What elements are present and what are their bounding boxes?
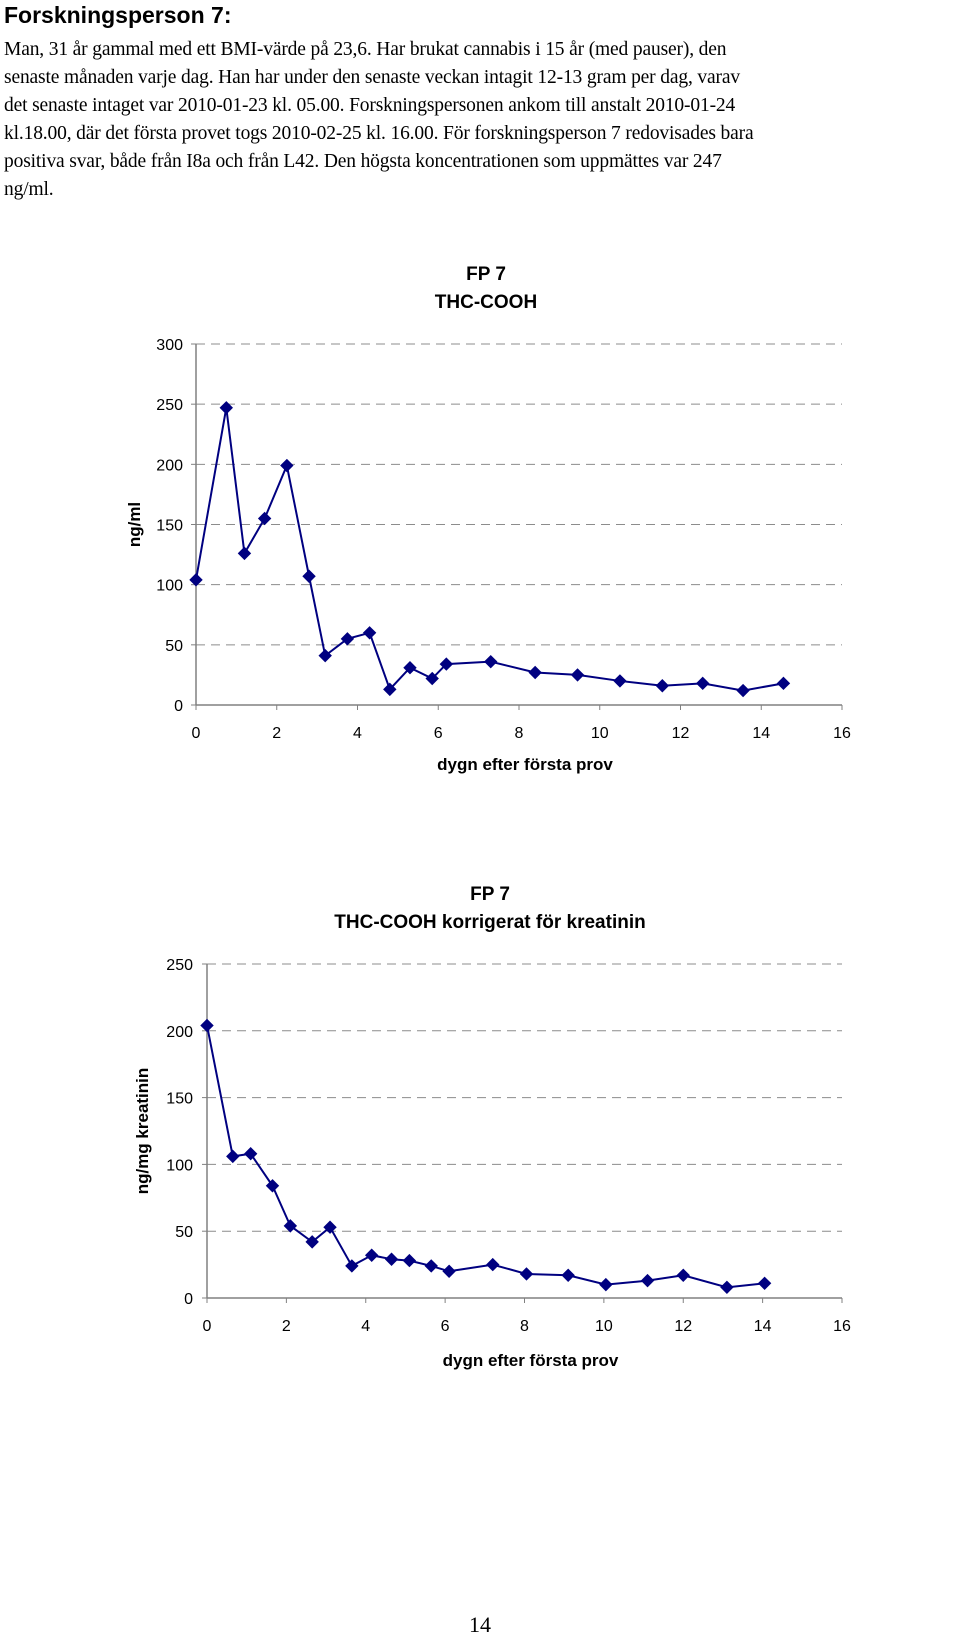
y-tick-label: 100 <box>166 1157 193 1175</box>
x-tick-label: 16 <box>833 725 851 742</box>
data-point <box>346 1260 358 1272</box>
x-tick-label: 16 <box>833 1318 851 1335</box>
y-axis-label: ng/ml <box>125 501 144 548</box>
section-heading: Forskningsperson 7: <box>4 2 232 28</box>
y-tick-label: 0 <box>184 1291 193 1308</box>
x-axis-label: dygn efter första prov <box>442 1351 619 1370</box>
paragraph-line: kl.18.00, där det första provet togs 2010-02-25 kl. 16.00. För forskningsperson 7 redovisades bara <box>4 123 754 144</box>
y-tick-label: 200 <box>156 457 183 475</box>
data-point <box>386 1253 398 1265</box>
y-tick-label: 0 <box>174 698 183 715</box>
data-point <box>366 1249 378 1261</box>
x-tick-label: 2 <box>281 1318 291 1335</box>
data-point <box>245 1148 257 1160</box>
data-point <box>227 1150 239 1162</box>
data-point <box>190 574 202 586</box>
data-point <box>572 669 584 681</box>
y-tick-label: 100 <box>156 577 183 595</box>
y-tick-label: 250 <box>166 957 193 974</box>
data-point <box>403 1255 415 1267</box>
data-point <box>677 1269 689 1281</box>
data-point <box>697 677 709 689</box>
page-number: 14 <box>469 1612 491 1637</box>
data-point <box>737 685 749 697</box>
y-tick-label: 150 <box>156 517 183 535</box>
series-line <box>196 408 783 691</box>
data-point <box>281 460 293 472</box>
y-tick-label: 300 <box>156 337 183 354</box>
chart-title: THC-COOH <box>434 292 538 313</box>
x-tick-label: 4 <box>361 1318 371 1335</box>
x-tick-label: 10 <box>594 1318 613 1335</box>
paragraph-line: senaste månaden varje dag. Han har under den senaste veckan intagit 12-13 gram per dag, varav <box>4 67 740 88</box>
x-tick-label: 12 <box>674 1318 693 1335</box>
data-point <box>721 1281 733 1293</box>
y-tick-label: 250 <box>156 397 183 415</box>
x-tick-label: 14 <box>752 725 771 742</box>
subject-description <box>4 36 954 204</box>
data-point <box>520 1268 532 1280</box>
x-tick-label: 12 <box>671 725 690 742</box>
data-point <box>266 1180 278 1192</box>
x-tick-label: 4 <box>353 725 362 742</box>
y-axis-label: ng/mg kreatinin <box>133 1067 152 1195</box>
data-point <box>529 667 541 679</box>
data-point <box>443 1265 455 1277</box>
x-tick-label: 6 <box>440 1318 450 1335</box>
x-tick-label: 10 <box>590 725 609 742</box>
data-point <box>303 570 315 582</box>
chart-title: FP 7 <box>470 884 510 905</box>
paragraph-line: ng/ml. <box>4 179 54 200</box>
paragraph-line: det senaste intaget var 2010-01-23 kl. 05.00. Forskningspersonen ankom till anstalt 2010-01-24 <box>4 95 736 116</box>
chart-title: THC-COOH korrigerat för kreatinin <box>334 912 646 933</box>
data-point <box>364 627 376 639</box>
data-point <box>485 656 497 668</box>
chart-title: FP 7 <box>466 264 506 285</box>
x-tick-label: 0 <box>202 1318 212 1335</box>
data-point <box>487 1259 499 1271</box>
thc-cooh-chart <box>0 240 960 800</box>
x-tick-label: 2 <box>272 725 282 742</box>
x-tick-label: 8 <box>514 725 524 742</box>
paragraph-line: positiva svar, både från I8a och från L42. Den högsta koncentrationen som uppmättes var 247 <box>4 151 722 172</box>
x-tick-label: 8 <box>520 1318 529 1335</box>
y-tick-label: 150 <box>166 1090 193 1108</box>
y-tick-label: 50 <box>165 637 183 655</box>
data-point <box>201 1019 213 1031</box>
paragraph-line: Man, 31 år gammal med ett BMI-värde på 23,6. Har brukat cannabis i 15 år (med pauser), den <box>4 39 727 60</box>
data-point <box>642 1275 654 1287</box>
data-point <box>562 1269 574 1281</box>
series-line <box>207 1025 765 1287</box>
data-point <box>777 677 789 689</box>
data-point <box>238 547 250 559</box>
y-tick-label: 200 <box>166 1023 193 1041</box>
x-axis-label: dygn efter första prov <box>437 755 613 774</box>
data-point <box>600 1279 612 1291</box>
x-tick-label: 14 <box>753 1318 772 1335</box>
data-point <box>425 1260 437 1272</box>
x-tick-label: 0 <box>191 725 201 742</box>
y-tick-label: 50 <box>175 1224 193 1242</box>
data-point <box>656 680 668 692</box>
data-point <box>259 512 271 524</box>
data-point <box>220 402 232 414</box>
data-point <box>614 675 626 687</box>
x-tick-label: 6 <box>433 725 443 742</box>
thc-cooh-creatinine-chart <box>0 880 960 1440</box>
data-point <box>759 1277 771 1289</box>
